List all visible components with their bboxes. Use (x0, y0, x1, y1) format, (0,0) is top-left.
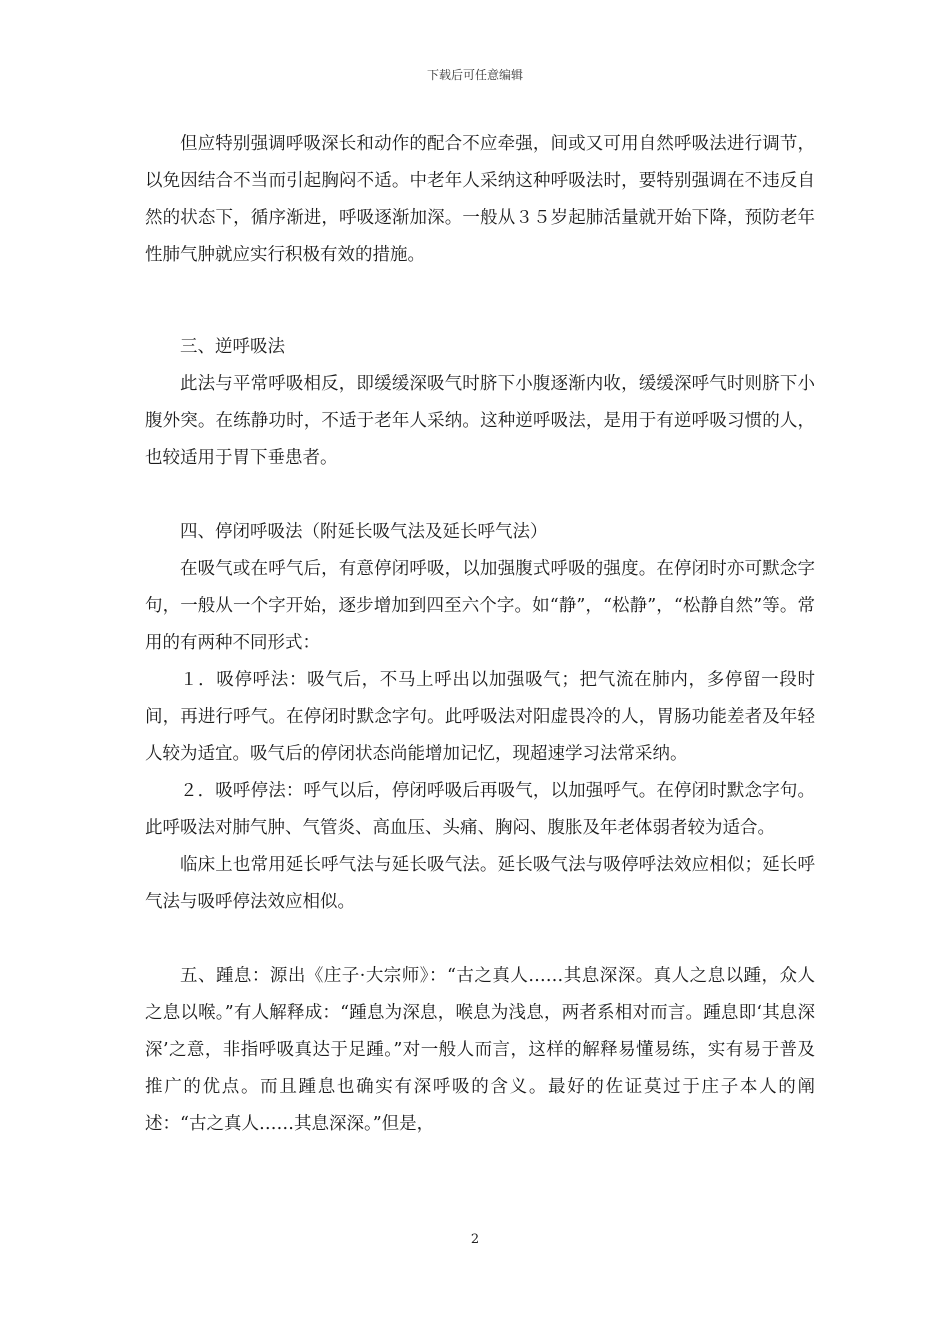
paragraph: 五、踵息：源出《庄子·大宗师》：“古之真人……其息深深。真人之息以踵，众人之息以喉。”有人解释成：“踵息为深息，喉息为浅息，两者系相对而言。踵息即‘其息深深’之意，非指呼吸真达于足踵。”对一般人而言，这样的解释易懂易练，实有易于普及推广的优点。而且踵息也确实有深呼吸的含义。最好的佐证莫过于庄子本人的阐述：“古之真人……其息深深。”但是， (145, 966, 815, 1134)
page-number: 2 (470, 1232, 480, 1247)
section-gap (145, 274, 815, 311)
section-gap (145, 477, 815, 514)
section-heading-4: 四、停闭呼吸法（附延长吸气法及延长呼气法） (180, 522, 548, 542)
paragraph: 在吸气或在呼气后，有意停闭呼吸，以加强腹式呼吸的强度。在停闭时亦可默念字句，一般从一个字开始，逐步增加到四至六个字。如“静”，“松静”，“松静自然”等。常用的有两种不同形式： (145, 559, 815, 653)
section-heading-3: 三、逆呼吸法 (180, 337, 285, 357)
paragraph: 此法与平常呼吸相反，即缓缓深吸气时脐下小腹逐渐内收，缓缓深呼气时则脐下小腹外突。在练静功时，不适于老年人采纳。这种逆呼吸法，是用于有逆呼吸习惯的人，也较适用于胃下垂患者。 (145, 374, 815, 468)
paragraph: ２．吸呼停法：呼气以后，停闭呼吸后再吸气，以加强呼气。在停闭时默念字句。此呼吸法对肺气肿、气管炎、高血压、头痛、胸闷、腹胀及年老体弱者较为适合。 (145, 781, 815, 838)
paragraph: １．吸停呼法：吸气后，不马上呼出以加强吸气；把气流在肺内，多停留一段时间，再进行呼气。在停闭时默念字句。此呼吸法对阳虚畏冷的人，胃肠功能差者及年轻人较为适宜。吸气后的停闭状态尚能增加记忆，现超速学习法常采纳。 (145, 670, 815, 764)
document-body (145, 126, 815, 1143)
paragraph: 但应特别强调呼吸深长和动作的配合不应牵强，间或又可用自然呼吸法进行调节，以免因结合不当而引起胸闷不适。中老年人采纳这种呼吸法时，要特别强调在不违反自然的状态下，循序渐进，呼吸逐渐加深。一般从３５岁起肺活量就开始下降，预防老年性肺气肿就应实行积极有效的措施。 (145, 134, 815, 265)
section-gap (145, 311, 815, 329)
paragraph: 临床上也常用延长呼气法与延长吸气法。延长吸气法与吸停呼法效应相似；延长呼气法与吸呼停法效应相似。 (145, 855, 815, 912)
page-header: 下载后可任意编辑 (426, 68, 523, 82)
section-gap (145, 921, 815, 958)
